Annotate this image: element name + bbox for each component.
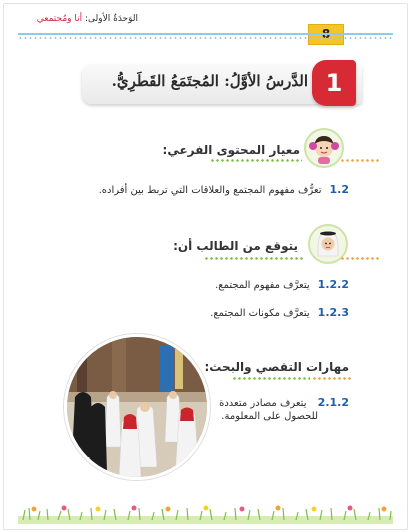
item-text: يتعرَّف مكونات المجتمع. (210, 308, 310, 319)
expected-item (215, 278, 349, 291)
skills-item-line2: للحصول على المعلومة. (221, 411, 318, 422)
girl-avatar-icon (304, 128, 344, 168)
heading-underline-dots (232, 377, 310, 380)
header-dotted-rule (18, 37, 393, 39)
section-heading-skills: مهارات التقصي والبحث: (204, 360, 349, 374)
standard-item (99, 183, 349, 196)
unit-title-prefix: الوَحدَةُ الأولى: (82, 14, 138, 24)
section-heading-expected: يتوقع من الطالب أن: (173, 239, 298, 253)
unit-title (37, 14, 138, 24)
grass-flowers-footer (18, 500, 393, 524)
item-number: 2.1.2 (317, 396, 349, 409)
unit-title-accent: أنا ومُجتمعي (36, 14, 83, 24)
item-text: يتعرف مصادر متعددة (219, 398, 307, 409)
lesson-title: الدَّرسُ الأوَّلُ: المُجتَمَعُ القَطَرِيُّ. (111, 72, 308, 90)
skills-item-line1 (189, 396, 349, 410)
heading-underline-dots (204, 257, 304, 260)
header-rule (18, 33, 393, 35)
expected-item (210, 306, 349, 319)
heading-underline-dots (210, 159, 302, 162)
item-text: تعرُّف مفهوم المجتمع والعلاقات التي تربط بين أفراده. (98, 185, 322, 196)
item-number: 1.2.3 (317, 306, 349, 319)
item-number: 1.2 (329, 183, 349, 196)
skills-item (189, 396, 349, 423)
section-heading-standard: معيار المحتوى الفرعي: (162, 143, 300, 157)
item-number: 1.2.2 (317, 278, 349, 291)
lesson-number-badge: 1 (312, 60, 356, 106)
heading-underline-dots (340, 159, 380, 162)
heading-underline-dots (340, 257, 380, 260)
item-text: يتعرَّف مفهوم المجتمع. (215, 280, 310, 291)
heading-underline-dots (312, 377, 352, 380)
